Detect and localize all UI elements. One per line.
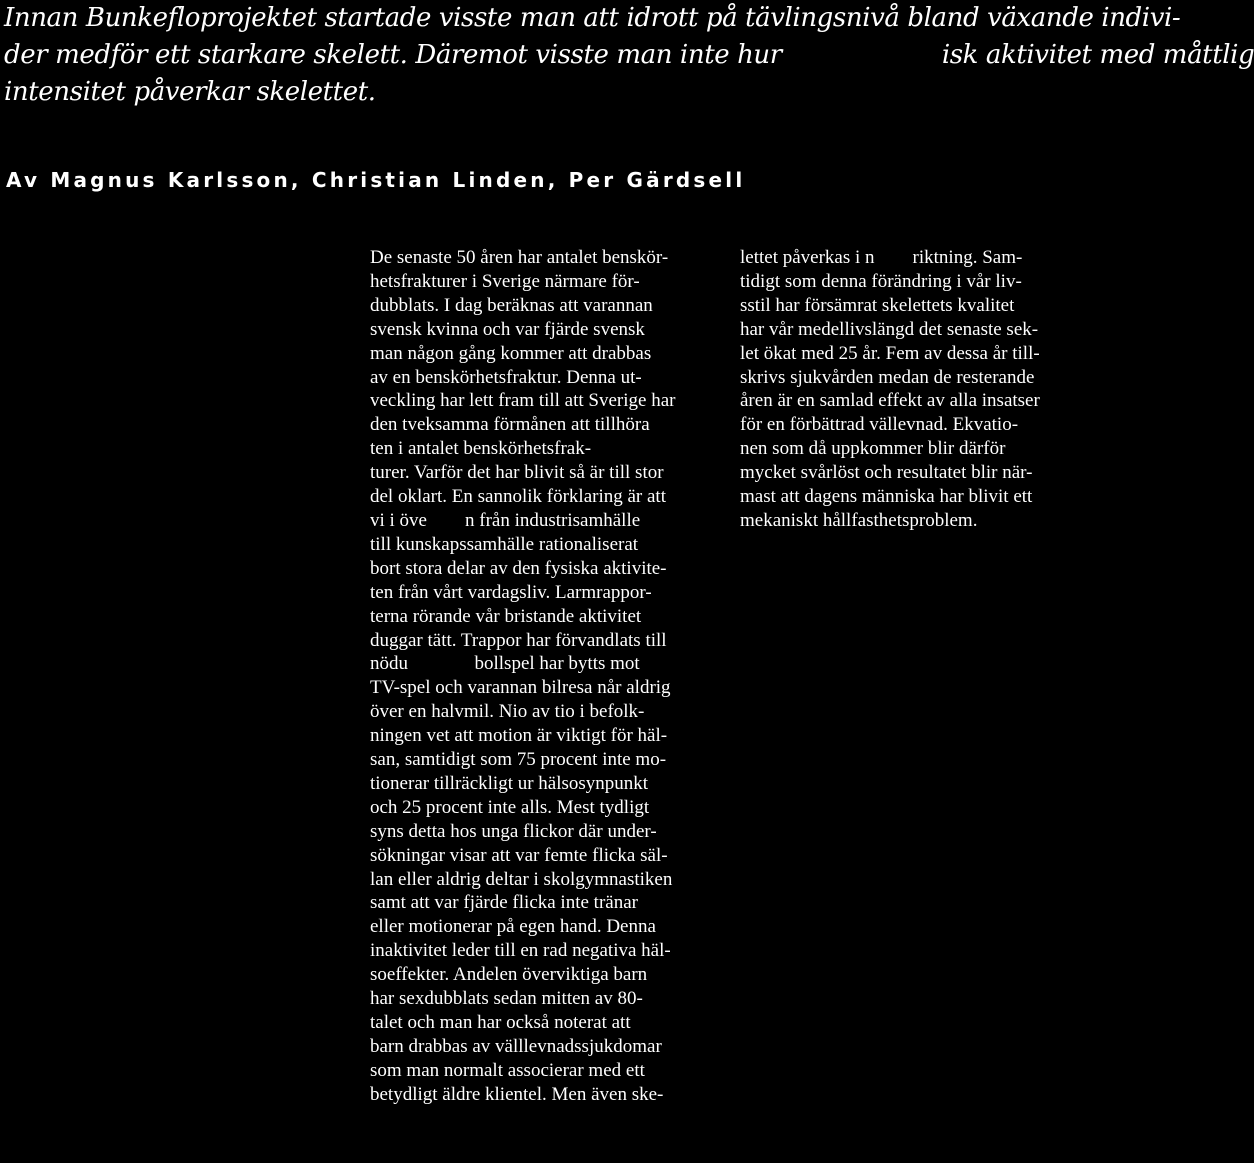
body-text-line: veckling har lett fram till att Sverige har xyxy=(370,390,676,412)
body-text-line: till kunskapssamhälle rationaliserat xyxy=(370,533,639,555)
body-text-line: nen som då uppkommer blir därför xyxy=(740,438,1006,460)
body-text-line: tidigt som denna förändring i vår liv- xyxy=(740,270,1022,292)
body-text-line: och 25 procent inte alls. Mest tydligt xyxy=(370,796,650,818)
body-text-line: svensk kvinna och var fjärde svensk xyxy=(370,318,645,340)
body-text-line: san, samtidigt som 75 procent inte mo- xyxy=(370,749,667,771)
body-text-line: let ökat med 25 år. Fem av dessa år till- xyxy=(740,342,1040,364)
body-text-line: talet och man har också noterat att xyxy=(370,1012,631,1033)
lead-line xyxy=(4,37,1254,74)
lead-fragment: isk aktivitet med måttlig xyxy=(941,40,1254,70)
lead-paragraph xyxy=(4,0,1254,111)
body-text-line: nödu bollspel har bytts mot xyxy=(370,653,640,675)
author-byline: Av Magnus Karlsson, Christian Linden, Per Gärdsell xyxy=(6,168,746,192)
body-text-line: av en benskörhetsfraktur. Denna ut- xyxy=(370,366,642,388)
body-column-2 xyxy=(740,246,1040,533)
body-text-line: har vår medellivslängd det senaste sek- xyxy=(740,318,1039,340)
body-text-line: lan eller aldrig deltar i skolgymnastiken xyxy=(370,868,673,890)
lead-line: intensitet påverkar skelettet. xyxy=(4,77,376,107)
body-text-line: del oklart. En sannolik förklaring är att xyxy=(370,486,666,508)
body-column-1 xyxy=(370,246,690,1107)
body-text-line: soeffekter. Andelen överviktiga barn xyxy=(370,964,648,986)
body-text-line: ten i antalet benskörhetsfrak- xyxy=(370,438,592,460)
body-text-line: ten från vårt vardagsliv. Larmrappor- xyxy=(370,581,652,603)
body-text-line: lettet påverkas i n riktning. Sam- xyxy=(740,247,1023,268)
body-text-line: inaktivitet leder till en rad negativa häl- xyxy=(370,940,671,962)
body-text-line: terna rörande vår bristande aktivitet xyxy=(370,605,642,627)
body-text-line: bort stora delar av den fysiska aktivite- xyxy=(370,557,667,579)
body-text-line: har sexdubblats sedan mitten av 80- xyxy=(370,988,643,1010)
body-text-line: eller motionerar på egen hand. Denna xyxy=(370,916,656,938)
body-text-line: sökningar visar att var femte flicka säl- xyxy=(370,844,668,866)
body-text-line: betydligt äldre klientel. Men även ske- xyxy=(370,1083,664,1105)
body-text-line: duggar tätt. Trappor har förvandlats till xyxy=(370,629,667,651)
body-text-line: barn drabbas av välllevnadssjukdomar xyxy=(370,1035,662,1057)
body-text-line: tionerar tillräckligt ur hälsosynpunkt xyxy=(370,772,649,794)
body-text-line: som man normalt associerar med ett xyxy=(370,1059,645,1081)
lead-fragment: der medför ett starkare skelett. Däremot visste man inte hur xyxy=(4,40,782,70)
body-text-line: hetsfrakturer i Sverige närmare för- xyxy=(370,270,640,292)
body-text-line: skrivs sjukvården medan de resterande xyxy=(740,366,1035,388)
body-text-line: ningen vet att motion är viktigt för häl- xyxy=(370,725,668,747)
body-text-line: De senaste 50 åren har antalet benskör- xyxy=(370,247,669,268)
body-text-line: turer. Varför det har blivit så är till stor xyxy=(370,462,664,484)
body-text-line: vi i öve n från industrisamhälle xyxy=(370,509,641,531)
body-text-line: åren är en samlad effekt av alla insatser xyxy=(740,390,1040,412)
body-text-line: samt att var fjärde flicka inte tränar xyxy=(370,892,638,914)
body-text-line: syns detta hos unga flickor där under- xyxy=(370,820,657,842)
lead-line: Innan Bunkefloprojektet startade visste man att idrott på tävlingsnivå bland växande indivi- xyxy=(4,3,1181,33)
body-text-line: för en förbättrad vällevnad. Ekvatio- xyxy=(740,414,1019,436)
body-text-line: sstil har försämrat skelettets kvalitet xyxy=(740,294,1015,316)
body-text-line: mast att dagens människa har blivit ett xyxy=(740,486,1033,508)
body-text-line: den tveksamma förmånen att tillhöra xyxy=(370,414,650,436)
body-text-line: TV-spel och varannan bilresa når aldrig xyxy=(370,677,671,699)
body-text-line: mekaniskt hållfasthetsproblem. xyxy=(740,509,978,531)
body-text-line: mycket svårlöst och resultatet blir när- xyxy=(740,462,1033,484)
body-text-line: dubblats. I dag beräknas att varannan xyxy=(370,294,653,316)
body-text-line: över en halvmil. Nio av tio i befolk- xyxy=(370,701,645,723)
body-text-line: man någon gång kommer att drabbas xyxy=(370,342,652,364)
